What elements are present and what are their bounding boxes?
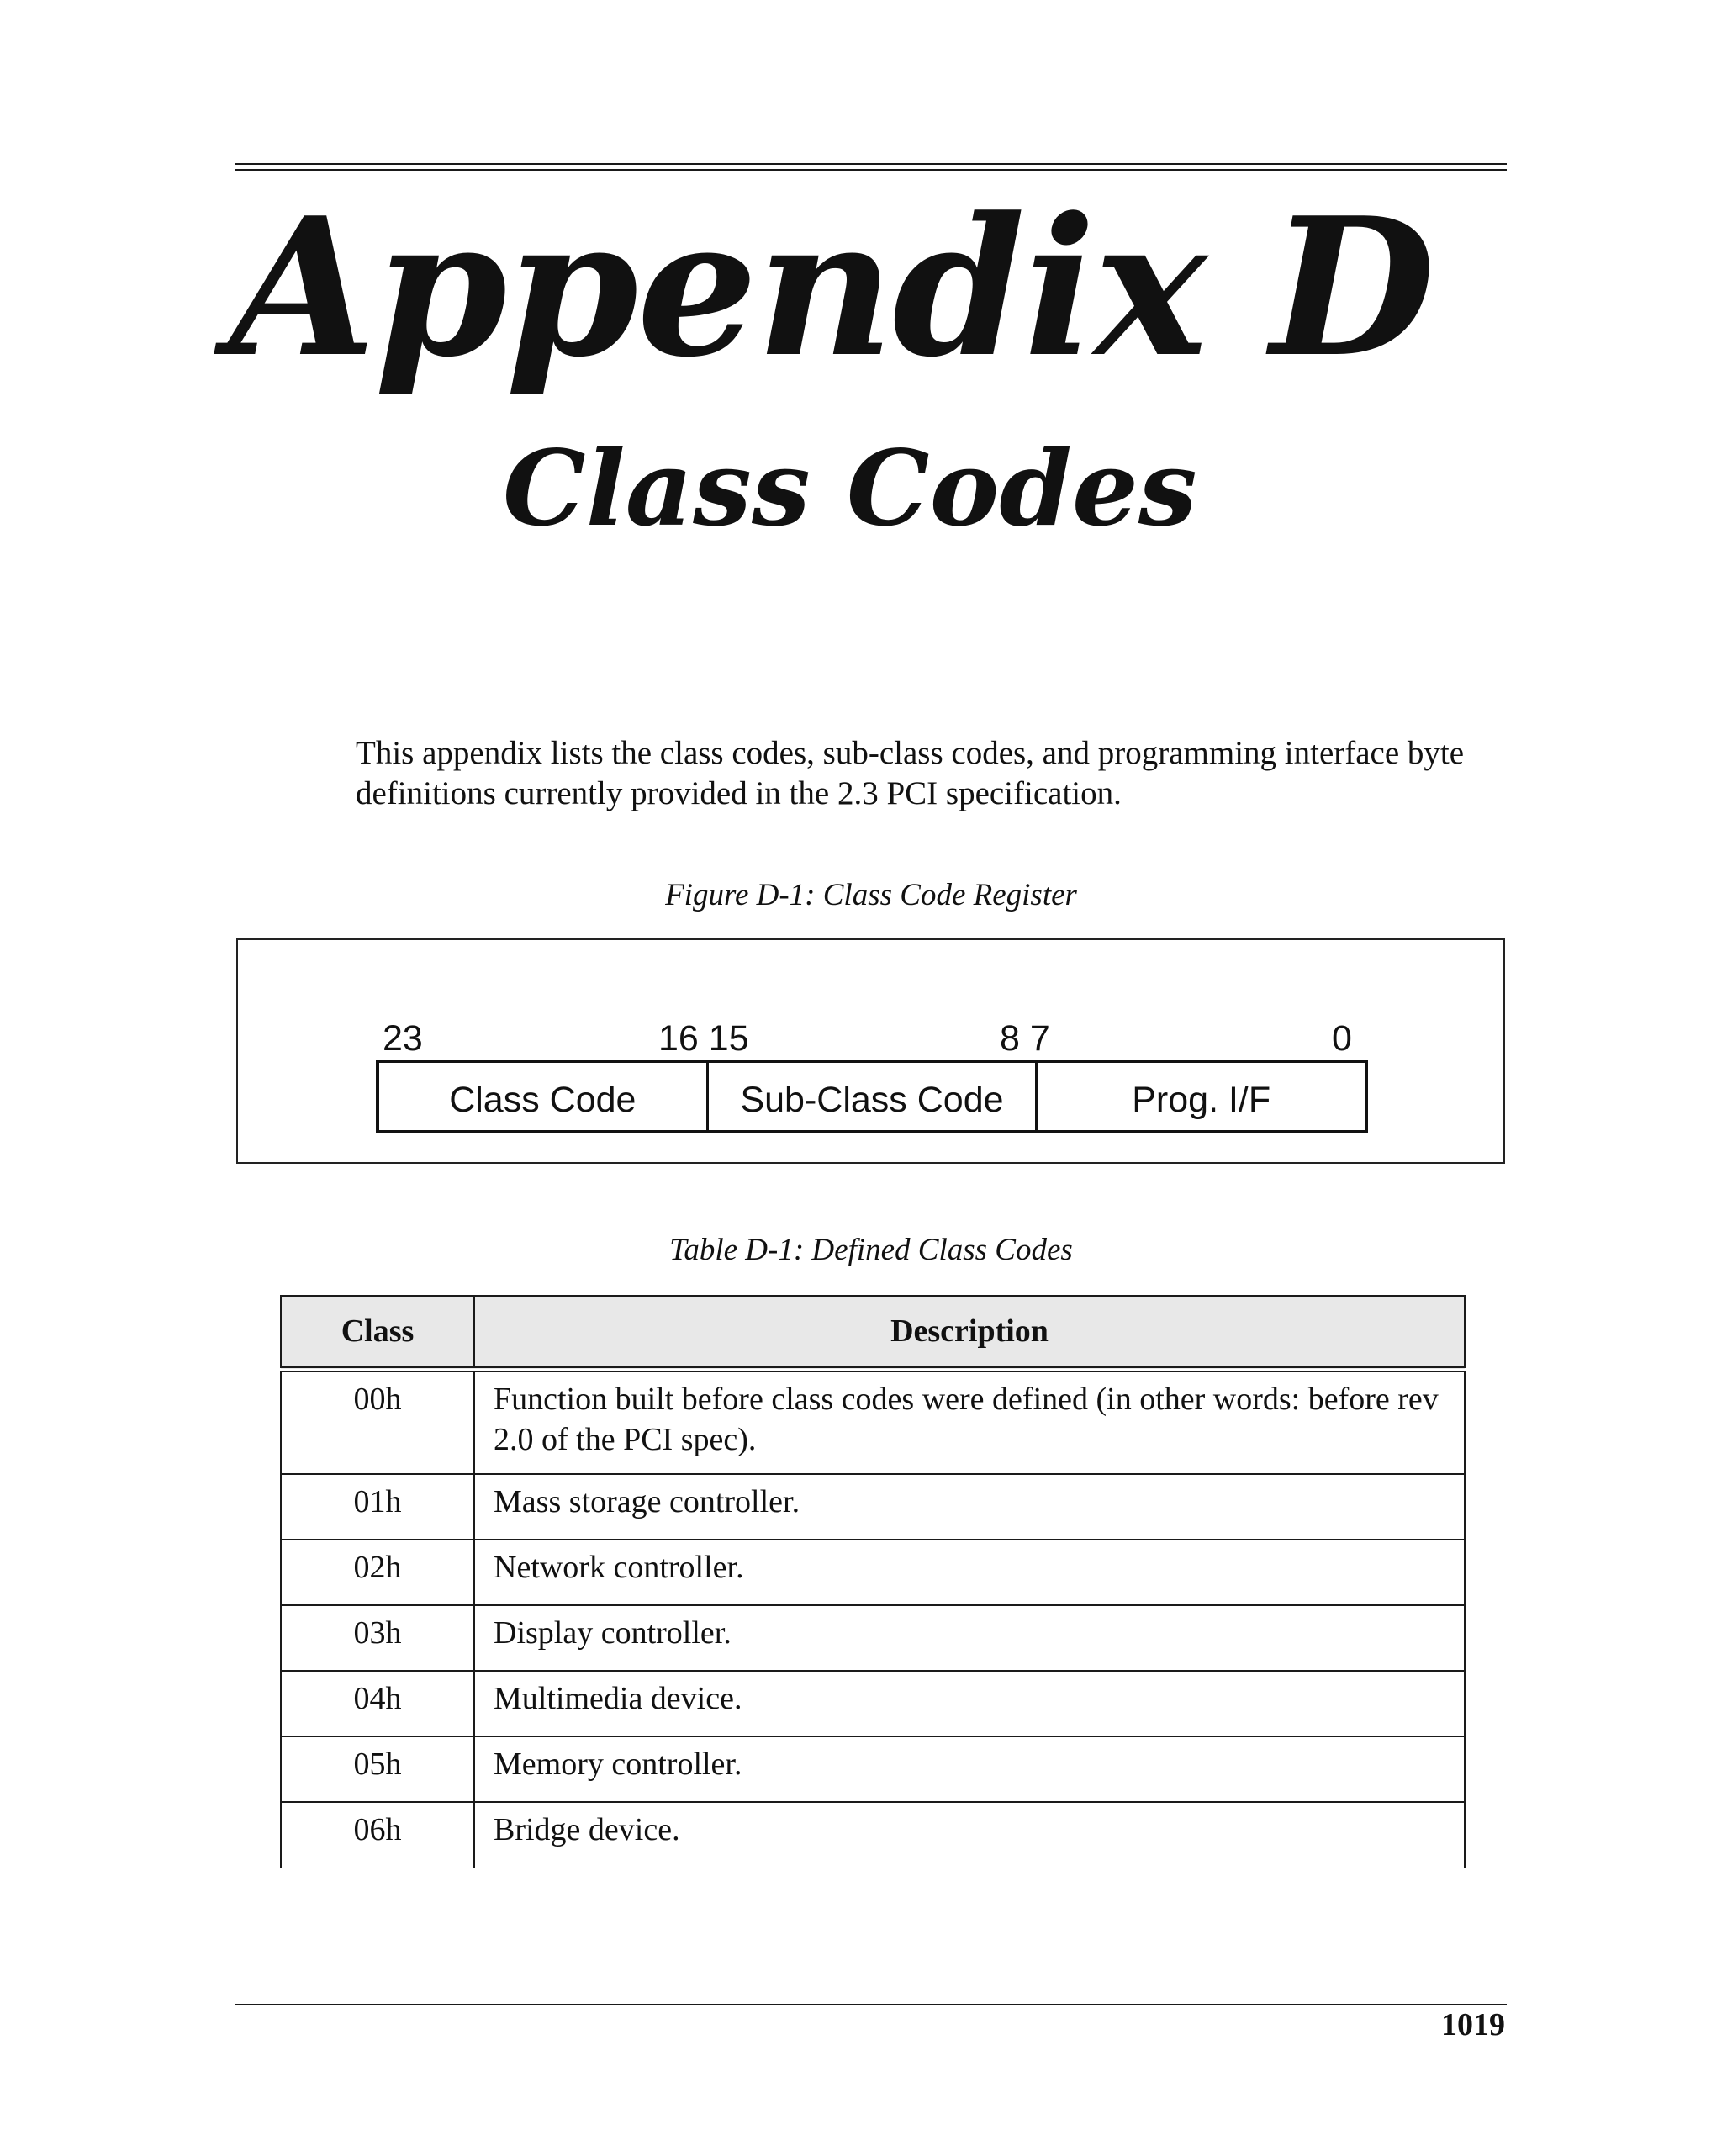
page-number: 1019 <box>1441 2007 1505 2042</box>
table-row <box>281 1369 1465 1474</box>
description-cell: Bridge device. <box>474 1802 1465 1868</box>
class-code-cell: 02h <box>281 1540 474 1605</box>
table-caption: Table D-1: Defined Class Codes <box>669 1233 1073 1267</box>
table-row <box>281 1736 1465 1802</box>
description-cell: Network controller. <box>474 1540 1465 1605</box>
register-fields <box>376 1060 1368 1133</box>
intro-paragraph: This appendix lists the class codes, sub-class codes, and programming interface byte definitions currently provided in the 2.3 PCI specification. <box>356 735 1465 811</box>
footer-rule <box>235 2004 1507 2005</box>
description-cell: Mass storage controller. <box>474 1474 1465 1540</box>
table-header-row <box>281 1296 1465 1369</box>
table-row <box>281 1540 1465 1605</box>
sub-class-code-field: Sub-Class Code <box>706 1063 1036 1130</box>
prog-if-field: Prog. I/F <box>1035 1063 1365 1130</box>
defined-class-codes-table <box>280 1295 1466 1868</box>
bit-label-0: 0 <box>1332 1018 1352 1059</box>
column-header-description: Description <box>474 1296 1465 1369</box>
table-row <box>281 1605 1465 1671</box>
class-code-cell: 04h <box>281 1671 474 1736</box>
class-code-register-figure <box>236 938 1505 1164</box>
column-header-class: Class <box>281 1296 474 1369</box>
class-code-field: Class Code <box>449 1079 637 1120</box>
table-row <box>281 1474 1465 1540</box>
class-code-cell: 05h <box>281 1736 474 1802</box>
bit-label-16-15: 16 15 <box>658 1018 749 1059</box>
class-code-cell: 06h <box>281 1802 474 1868</box>
figure-caption: Figure D-1: Class Code Register <box>665 878 1077 912</box>
chapter-title: Appendix D <box>229 177 1434 399</box>
class-code-cell: 00h <box>281 1369 474 1474</box>
description-cell: Memory controller. <box>474 1736 1465 1802</box>
table-row <box>281 1802 1465 1868</box>
table-row <box>281 1671 1465 1736</box>
bit-label-23: 23 <box>383 1018 423 1059</box>
description-cell: Function built before class codes were defined (in other words: before rev 2.0 of the PCI spec). <box>474 1369 1465 1474</box>
class-code-cell: 01h <box>281 1474 474 1540</box>
chapter-subtitle: Class Codes <box>503 428 1197 550</box>
bit-label-8-7: 8 7 <box>1000 1018 1050 1059</box>
description-cell: Display controller. <box>474 1605 1465 1671</box>
description-cell: Multimedia device. <box>474 1671 1465 1736</box>
class-code-cell: 03h <box>281 1605 474 1671</box>
header-rule <box>235 163 1507 171</box>
